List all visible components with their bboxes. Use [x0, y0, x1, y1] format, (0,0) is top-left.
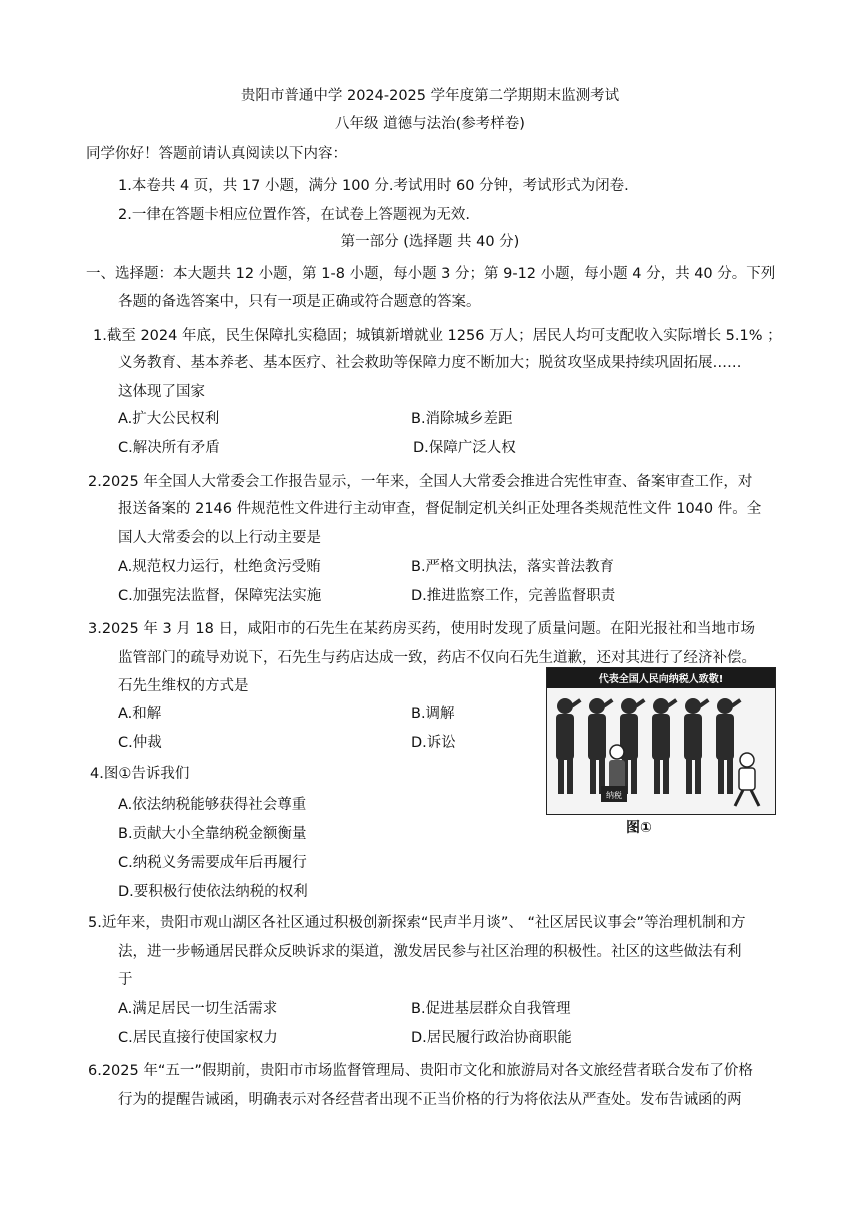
question-2-option-d: D.推进监察工作，完善监督职责	[411, 588, 616, 604]
instruction-note-2: 2.一律在答题卡相应位置作答，在试卷上答题视为无效.	[118, 207, 470, 223]
cartoon-illustration	[547, 668, 775, 814]
question-5-option-d: D.居民履行政治协商职能	[411, 1030, 572, 1046]
question-6-line-2: 行为的提醒告诫函，明确表示对各经营者出现不正当价格的行为将依法从严查处。发布告诫函的两	[118, 1092, 742, 1108]
question-3-line-3: 石先生维权的方式是	[118, 678, 249, 694]
question-4-option-d: D.要积极行使依法纳税的权利	[118, 884, 308, 900]
exam-title: 贵阳市普通中学 2024-2025 学年度第二学期期末监测考试	[240, 88, 620, 104]
question-2-option-a: A.规范权力运行，杜绝贪污受贿	[118, 559, 321, 575]
question-1-option-b: B.消除城乡差距	[411, 411, 513, 427]
question-6-line-1: 6.2025 年“五一”假期前，贵阳市市场监督管理局、贵阳市文化和旅游局对各文旅经营者联合发布了价格	[88, 1063, 753, 1079]
question-2-line-2: 报送备案的 2146 件规范性文件进行主动审查，督促制定机关纠正处理各类规范性文件 1040 件。全	[118, 501, 762, 517]
question-3-option-b: B.调解	[411, 706, 455, 722]
question-2-option-c: C.加强宪法监督，保障宪法实施	[118, 588, 322, 604]
question-1-option-d: D.保障广泛人权	[413, 440, 516, 456]
question-3-option-d: D.诉讼	[411, 735, 456, 751]
question-4-option-a: A.依法纳税能够获得社会尊重	[118, 797, 307, 813]
question-1-option-a: A.扩大公民权利	[118, 411, 220, 427]
question-4-option-c: C.纳税义务需要成年后再履行	[118, 855, 307, 871]
part1-instruction-line-1: 一、选择题：本大题共 12 小题，第 1-8 小题，每小题 3 分；第 9-12 小题，每小题 4 分，共 40 分。下列	[86, 266, 776, 282]
instruction-note-1: 1.本卷共 4 页，共 17 小题，满分 100 分.考试用时 60 分钟，考试形式为闭卷.	[118, 178, 629, 194]
tax-sign-text: 纳税	[606, 791, 622, 800]
question-3-line-1: 3.2025 年 3 月 18 日，咸阳市的石先生在某药房买药，使用时发现了质量问题。在阳光报社和当地市场	[88, 621, 755, 637]
question-1-line-2: 义务教育、基本养老、基本医疗、社会救助等保障力度不断加大；脱贫攻坚成果持续巩固拓展……	[118, 355, 742, 371]
part1-instruction-line-2: 各题的备选答案中，只有一项是正确或符合题意的答案。	[118, 294, 481, 310]
question-2-option-b: B.严格文明执法，落实普法教育	[411, 559, 615, 575]
question-5-option-a: A.满足居民一切生活需求	[118, 1001, 278, 1017]
question-3-option-c: C.仲裁	[118, 735, 162, 751]
question-4-option-b: B.贡献大小全靠纳税金额衡量	[118, 826, 307, 842]
question-5-line-3: 于	[118, 972, 133, 988]
exam-subtitle: 八年级 道德与法治(参考样卷)	[335, 116, 525, 132]
question-1-line-3: 这体现了国家	[118, 384, 205, 400]
question-5-line-2: 法，进一步畅通居民群众反映诉求的渠道，激发居民参与社区治理的积极性。社区的这些做法有利	[118, 944, 742, 960]
question-5-line-1: 5.近年来，贵阳市观山湖区各社区通过积极创新探索“民声半月谈”、 “社区居民议事会”等治理机制和方	[88, 915, 746, 931]
question-5-option-b: B.促进基层群众自我管理	[411, 1001, 571, 1017]
figure-person-6	[716, 698, 741, 794]
question-4-line-1: 4.图①告诉我们	[90, 766, 190, 782]
question-5-option-c: C.居民直接行使国家权力	[118, 1030, 278, 1046]
question-2-line-3: 国人大常委会的以上行动主要是	[118, 530, 321, 546]
banner-text: 代表全国人民向纳税人致敬!	[598, 674, 724, 685]
question-2-line-1: 2.2025 年全国人大常委会工作报告显示，一年来，全国人大常委会推进合宪性审查、备案审查工作，对	[88, 474, 753, 490]
question-1-option-c: C.解决所有矛盾	[118, 440, 220, 456]
figure-person-5	[684, 698, 709, 794]
figure-person-4	[652, 698, 677, 794]
walking-figure	[735, 753, 759, 806]
figure-1-caption: 图①	[626, 820, 652, 836]
saluting-figures	[556, 698, 741, 794]
greeting: 同学你好！答题前请认真阅读以下内容：	[86, 146, 347, 162]
question-3-line-2: 监管部门的疏导劝说下，石先生与药店达成一致，药店不仅向石先生道歉，还对其进行了经济补偿。	[118, 650, 756, 666]
question-3-option-a: A.和解	[118, 706, 162, 722]
figure-1-cartoon	[546, 667, 776, 815]
part1-heading: 第一部分 (选择题 共 40 分)	[340, 234, 520, 250]
figure-person-1	[556, 698, 581, 794]
question-1-line-1: 1.截至 2024 年底，民生保障扎实稳固；城镇新增就业 1256 万人；居民人均可支配收入实际增长 5.1% ；	[93, 328, 782, 344]
